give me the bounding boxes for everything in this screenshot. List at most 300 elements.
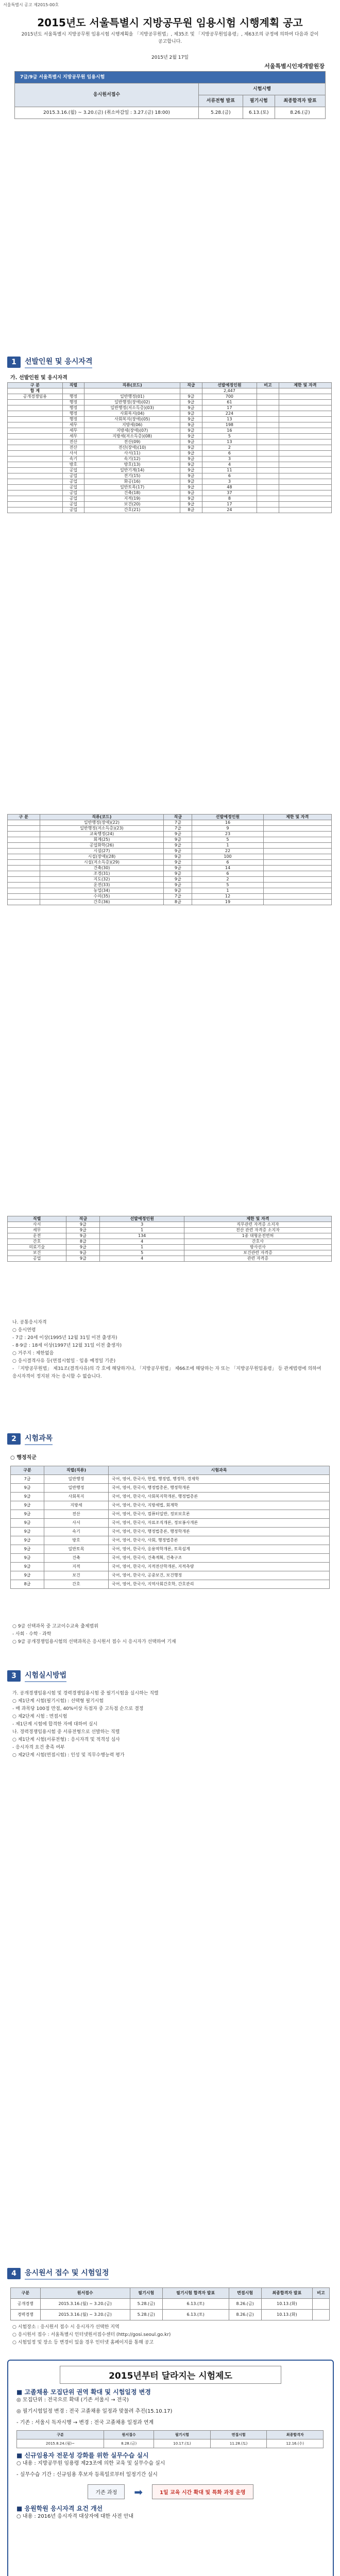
table-cell: 국어, 영어, 한국사, 행정법총론, 행정학개론 bbox=[109, 1528, 330, 1536]
table-cell: 37 bbox=[202, 490, 257, 496]
table-cell bbox=[263, 888, 331, 894]
table-row bbox=[8, 400, 332, 405]
table-cell: 8급 bbox=[66, 1239, 100, 1245]
table-cell: 5.28.(금) bbox=[130, 2299, 162, 2310]
notice-item-text: ◎ 모집단위 : 전국으로 확대 (기존 서울시 → 전국) bbox=[16, 2397, 129, 2403]
section-2-title: 시험과목 bbox=[25, 1433, 53, 1445]
table-cell: 9급 bbox=[164, 871, 192, 877]
table-row bbox=[8, 820, 332, 826]
col-note: 비고 bbox=[257, 383, 279, 388]
table-cell: 2 bbox=[192, 877, 263, 883]
table-cell: 9급 bbox=[180, 451, 202, 456]
table-cell: 일반토목(17) bbox=[84, 485, 180, 490]
notice-item-text: - 실무수습 기간 : 신규임용 후보자 등록일로부터 일정기간 실시 bbox=[16, 2472, 158, 2478]
table-cell: 의료기술 bbox=[8, 1245, 66, 1250]
table-row bbox=[8, 860, 332, 866]
table-cell: 사서 bbox=[8, 1222, 66, 1228]
intro-text: 2015년도 서울특별시 지방공무원 임용시험 시행계획을 「지방공무원법」, 제35조 및 「지방공무원임용령」, 제63조의 규정에 의하여 다음과 같이 공고합니다. bbox=[21, 32, 319, 44]
table-cell: 13 bbox=[202, 439, 257, 445]
notice-items-2 bbox=[8, 2451, 333, 2479]
sched-col-2: 필기시험 bbox=[130, 2288, 162, 2299]
table-cell: 9 bbox=[192, 826, 263, 832]
table-row bbox=[8, 507, 332, 513]
table-cell bbox=[279, 422, 331, 428]
table-cell bbox=[279, 428, 331, 434]
table-cell bbox=[257, 485, 279, 490]
table-row bbox=[11, 1571, 330, 1580]
note-line: - 7급 : 20세 이상(1995년 12월 31일 이전 출생자) bbox=[12, 1335, 117, 1341]
table-cell: 8급 bbox=[164, 900, 192, 905]
notice-item bbox=[16, 2388, 325, 2404]
header-note: 서울특별시 공고 제2015-00호 bbox=[3, 3, 59, 7]
note-line: ○ 제2단계 시험(면접시험) : 인성 및 직무수행능력 평가 bbox=[12, 1753, 125, 1758]
col-grade: 직급 bbox=[66, 1216, 100, 1222]
table-cell: 9급 bbox=[180, 417, 202, 422]
table-cell: 세무 bbox=[62, 428, 84, 434]
table-cell: 61 bbox=[202, 400, 257, 405]
table-cell: 공업 bbox=[62, 479, 84, 485]
table-cell: 9급 bbox=[180, 473, 202, 479]
table-row bbox=[11, 2299, 330, 2310]
table-cell: 9급 bbox=[180, 405, 202, 411]
section-3-title: 시험실시방법 bbox=[25, 1670, 66, 1682]
table-cell: 전산(장애)(10) bbox=[84, 445, 180, 451]
table-cell: 경력경쟁 bbox=[11, 2310, 41, 2320]
table-cell: 3 bbox=[202, 456, 257, 462]
issuing-org: 서울특별시인재개발원장 bbox=[264, 63, 325, 70]
table-cell: 사서(11) bbox=[84, 451, 180, 456]
table-cell: 6 bbox=[192, 871, 263, 877]
schedule-banner: 7급/9급 서울특별시 지방공무원 임용시험 bbox=[15, 72, 326, 83]
table-cell: 행정 bbox=[62, 417, 84, 422]
table-cell bbox=[257, 507, 279, 513]
recruitment-table-2 bbox=[7, 814, 332, 905]
table-cell bbox=[8, 405, 63, 411]
table-cell bbox=[279, 496, 331, 502]
table-row bbox=[8, 439, 332, 445]
table-cell: 9급 bbox=[11, 1510, 44, 1519]
table-cell: 공개경쟁임용 bbox=[8, 394, 63, 400]
col-category: 구 분 bbox=[8, 383, 63, 388]
table-cell bbox=[313, 2310, 330, 2320]
table-cell: 지방세(저소득층)(08) bbox=[84, 434, 180, 439]
table-cell bbox=[257, 439, 279, 445]
table-cell: 5 bbox=[100, 1250, 184, 1256]
notice-arrow-diagram bbox=[8, 2484, 333, 2499]
table-cell bbox=[279, 502, 331, 507]
common-qualification-notes bbox=[12, 1319, 321, 1381]
notice-items-3 bbox=[8, 2504, 333, 2521]
application-schedule-table bbox=[10, 2287, 330, 2320]
table-cell: 17 bbox=[202, 502, 257, 507]
schedule-header-doc: 서류전형 발표 bbox=[198, 95, 243, 107]
table-row bbox=[8, 445, 332, 451]
table-cell bbox=[8, 462, 63, 468]
table-cell: 700 bbox=[202, 394, 257, 400]
recruitment-table-1 bbox=[7, 382, 332, 513]
notice-table-cell: 8.28.(금) bbox=[104, 2439, 154, 2448]
table-cell: 건축(18) bbox=[84, 490, 180, 496]
note-line: ○ 시험일정 및 장소 등 변경이 있을 경우 인터넷 홈페이지를 통해 공고 bbox=[12, 2340, 154, 2345]
table-cell: 운전(33) bbox=[40, 883, 164, 888]
table-cell: 방사선사 bbox=[184, 1245, 331, 1250]
table-row bbox=[8, 849, 332, 854]
section-2-heading bbox=[7, 1432, 53, 1446]
table-cell bbox=[257, 417, 279, 422]
section-1-number: 1 bbox=[7, 357, 21, 368]
table-cell: 9급 bbox=[164, 860, 192, 866]
table-cell: 9급 bbox=[66, 1222, 100, 1228]
notice-table-cell: 11.28.(토) bbox=[210, 2439, 267, 2448]
note-line: - 8·9급 : 18세 이상(1997년 12월 31일 이전 출생자) bbox=[12, 1343, 122, 1348]
table-cell: 간호 bbox=[44, 1580, 109, 1589]
note-line: ○ 제1단계 시험(필기시험) : 선택형 필기시험 bbox=[12, 1699, 104, 1704]
section-4-title: 응시원서 접수 및 시험일정 bbox=[25, 2267, 109, 2280]
table-cell: 9급 bbox=[180, 428, 202, 434]
notice-table-header: 면접시험 bbox=[210, 2431, 267, 2439]
table-cell bbox=[8, 490, 63, 496]
schedule-doc-date: 5.28.(금) bbox=[198, 107, 243, 119]
table-cell bbox=[257, 422, 279, 428]
table-cell: 5 bbox=[192, 837, 263, 843]
table-cell: 4 bbox=[100, 1256, 184, 1262]
notice-item-text: ○ 내용 : 지방공무원 임용령 제23조에 의한 교육 및 실무수습 실시 bbox=[16, 2461, 165, 2466]
table-cell bbox=[257, 394, 279, 400]
table-cell: 2015.3.16.(월) ~ 3.20.(금) bbox=[40, 2310, 130, 2320]
table-row bbox=[8, 462, 332, 468]
table-row bbox=[8, 843, 332, 849]
table-cell bbox=[263, 883, 331, 888]
table-cell: 공업 bbox=[62, 496, 84, 502]
notice-schedule-table bbox=[16, 2430, 324, 2448]
col-count: 선발예정인원 bbox=[100, 1216, 184, 1222]
schedule-notes bbox=[12, 2324, 321, 2347]
schedule-header-exam: 시험시행 bbox=[198, 83, 325, 95]
table-cell: 2015.3.16.(월) ~ 3.20.(금) bbox=[40, 2299, 130, 2310]
table-cell bbox=[8, 400, 63, 405]
table-cell: 6 bbox=[192, 860, 263, 866]
table-row bbox=[8, 411, 332, 417]
table-cell: 간호(36) bbox=[40, 900, 164, 905]
table-cell: 13 bbox=[202, 417, 257, 422]
table-cell: 7급 bbox=[164, 820, 192, 826]
section-1-heading bbox=[7, 355, 92, 369]
table-cell: 지적 bbox=[44, 1563, 109, 1571]
table-row bbox=[8, 871, 332, 877]
table-cell: 1 bbox=[192, 888, 263, 894]
table-cell: 9급 bbox=[180, 456, 202, 462]
note-line: ○ 응시연령 bbox=[12, 1328, 36, 1333]
table-cell bbox=[8, 479, 63, 485]
table-cell: 전산(09) bbox=[84, 439, 180, 445]
table-cell: 세무 bbox=[8, 1228, 66, 1233]
table-cell bbox=[8, 439, 63, 445]
table-cell bbox=[257, 502, 279, 507]
table-cell: 5 bbox=[192, 883, 263, 888]
table-cell: 지방세(06) bbox=[84, 422, 180, 428]
notice-table-cell: 10.17.(토) bbox=[154, 2439, 211, 2448]
table-cell: 공업 bbox=[62, 502, 84, 507]
table-row bbox=[11, 1501, 330, 1510]
arrow-right-icon: ➡ bbox=[134, 2485, 143, 2498]
schedule-header-apply: 응시원서접수 bbox=[15, 83, 199, 107]
table-row bbox=[8, 468, 332, 473]
table-cell: 행정 bbox=[62, 405, 84, 411]
table-cell: 2,447 bbox=[202, 388, 257, 394]
note-line: ○ 9급 공개경쟁임용시험의 선택과목은 응시원서 접수 시 응시자가 선택하여 기재 bbox=[12, 1639, 176, 1645]
table-cell bbox=[279, 451, 331, 456]
table-cell: 9급 bbox=[66, 1228, 100, 1233]
table-row bbox=[8, 837, 332, 843]
table-cell: 5.28.(금) bbox=[130, 2310, 162, 2320]
table-cell: 9급 bbox=[180, 496, 202, 502]
table-row bbox=[8, 434, 332, 439]
table-cell bbox=[279, 434, 331, 439]
table-row bbox=[8, 428, 332, 434]
table-cell bbox=[279, 462, 331, 468]
table-cell bbox=[279, 468, 331, 473]
table-cell: 일반행정(장애)(02) bbox=[84, 400, 180, 405]
table-row bbox=[11, 2310, 330, 2320]
table-cell: 19 bbox=[192, 900, 263, 905]
table-cell bbox=[279, 394, 331, 400]
table-cell: 행정 bbox=[62, 394, 84, 400]
col-series: 직렬 bbox=[8, 1216, 66, 1222]
note-line: ○ 시험장소 : 응시원서 접수 시 응시자가 선택한 지역 bbox=[12, 2325, 120, 2330]
table-cell: 회계(25) bbox=[40, 837, 164, 843]
table-row bbox=[8, 832, 332, 837]
table-cell: 100 bbox=[192, 854, 263, 860]
table-cell: 국어, 영어, 한국사, 행정법총론, 행정학개론 bbox=[109, 1484, 330, 1493]
table-cell: 9급 bbox=[66, 1233, 100, 1239]
section-3-number: 3 bbox=[7, 1670, 21, 1682]
table-cell: 운전 bbox=[8, 1233, 66, 1239]
table-row bbox=[8, 900, 332, 905]
subject-col-series: 직렬(직류) bbox=[44, 1466, 109, 1475]
table-cell: 9급 bbox=[11, 1571, 44, 1580]
table-cell: 9급 bbox=[66, 1250, 100, 1256]
table-cell: 방호 bbox=[62, 462, 84, 468]
table-cell: 48 bbox=[202, 485, 257, 490]
table-cell: 보건 bbox=[8, 1250, 66, 1256]
table-row bbox=[8, 877, 332, 883]
table-cell bbox=[257, 468, 279, 473]
table-cell: 9급 bbox=[11, 1545, 44, 1554]
table-cell: 9급 bbox=[180, 439, 202, 445]
table-cell bbox=[8, 894, 40, 900]
table-row bbox=[11, 1580, 330, 1589]
table-cell bbox=[257, 451, 279, 456]
col-grade: 직급 bbox=[180, 383, 202, 388]
table-row bbox=[11, 1510, 330, 1519]
table-cell: 7급 bbox=[11, 1475, 44, 1484]
note-line: 가. 공개경쟁임용시험 및 경력경쟁임용시험 중 필기시험을 실시하는 직렬 bbox=[12, 1691, 159, 1696]
col-series: 직렬 bbox=[62, 383, 84, 388]
table-cell: 국어, 영어, 한국사, 지방세법, 회계학 bbox=[109, 1501, 330, 1510]
table-cell: 9급 bbox=[180, 394, 202, 400]
table-cell: 1 bbox=[100, 1245, 184, 1250]
table-cell: 국어, 영어, 한국사, 공중보건, 보건행정 bbox=[109, 1571, 330, 1580]
table-cell: 세무 bbox=[62, 422, 84, 428]
notice-item-heading: ■ 고졸채용 모집단위 권역 확대 및 시험일정 변경 bbox=[16, 2388, 151, 2396]
table-cell bbox=[8, 854, 40, 860]
table-row bbox=[8, 883, 332, 888]
table-cell bbox=[279, 456, 331, 462]
table-cell: 9급 bbox=[180, 502, 202, 507]
table-row-total bbox=[8, 388, 332, 394]
table-cell: 전산 관련 자격증 소지자 bbox=[184, 1228, 331, 1233]
table-cell: 간호사 bbox=[184, 1239, 331, 1245]
table-cell bbox=[8, 883, 40, 888]
table-cell bbox=[8, 900, 40, 905]
table-cell: 수의(35) bbox=[40, 894, 164, 900]
table-cell: 9급 bbox=[180, 422, 202, 428]
table-cell bbox=[279, 445, 331, 451]
notice-item-heading: ■ 신규임용자 전문성 강화를 위한 실무수습 실시 bbox=[16, 2452, 149, 2459]
table-row bbox=[8, 473, 332, 479]
table-cell bbox=[8, 468, 63, 473]
table-cell bbox=[8, 456, 63, 462]
table-cell bbox=[263, 877, 331, 883]
subject-notes bbox=[12, 1623, 321, 1646]
table-cell: 공업 bbox=[62, 473, 84, 479]
table-cell: 건축 bbox=[44, 1554, 109, 1563]
table-cell bbox=[257, 400, 279, 405]
table-cell bbox=[279, 400, 331, 405]
table-cell: 22 bbox=[192, 849, 263, 854]
table-cell: 사서 bbox=[44, 1519, 109, 1528]
recruitment-table-3 bbox=[7, 1216, 332, 1262]
table-cell: 9급 bbox=[164, 832, 192, 837]
col-qualification: 제한 및 자격 bbox=[263, 815, 331, 820]
notice-items bbox=[8, 2388, 333, 2427]
col-class: 직류(코드) bbox=[40, 815, 164, 820]
schedule-final-date: 8.26.(금) bbox=[275, 107, 325, 119]
table-cell bbox=[279, 439, 331, 445]
table-cell bbox=[8, 837, 40, 843]
table-row bbox=[11, 1563, 330, 1571]
note-line: - 사회 · 수학 · 과학 bbox=[12, 1632, 52, 1637]
table-cell bbox=[8, 496, 63, 502]
table-cell: 직무관련 자격증 소지자 bbox=[184, 1222, 331, 1228]
table-cell: 간호 bbox=[8, 1239, 66, 1245]
table-cell: 9급 bbox=[164, 888, 192, 894]
table-cell: 1 bbox=[100, 1228, 184, 1233]
table-cell bbox=[279, 507, 331, 513]
notice-item bbox=[16, 2504, 325, 2521]
table-cell: 10.13.(화) bbox=[261, 2299, 312, 2310]
table-row bbox=[11, 1475, 330, 1484]
table-cell: 간호(21) bbox=[84, 507, 180, 513]
table-cell: 1종 대형운전면허 bbox=[184, 1233, 331, 1239]
note-line: ○ 응시결격사유 등(면접시험일 · 임용 예정일 기준) bbox=[12, 1359, 116, 1364]
section-4-number: 4 bbox=[7, 2268, 21, 2279]
table-cell: 공업 bbox=[62, 468, 84, 473]
table-cell bbox=[8, 507, 63, 513]
table-cell: 17 bbox=[202, 405, 257, 411]
table-cell: 국어, 영어, 한국사, 사회복지학개론, 행정법총론 bbox=[109, 1493, 330, 1501]
table-cell: 9급 bbox=[164, 849, 192, 854]
table-row bbox=[8, 496, 332, 502]
table-cell: 전산 bbox=[62, 445, 84, 451]
table-cell bbox=[8, 866, 40, 871]
table-cell bbox=[257, 456, 279, 462]
table-cell: 9급 bbox=[66, 1256, 100, 1262]
table-cell bbox=[257, 411, 279, 417]
table-cell bbox=[62, 388, 84, 394]
note-line: - 제1단계 시험에 합격한 자에 대하여 실시 bbox=[12, 1722, 98, 1727]
table-cell: 224 bbox=[202, 411, 257, 417]
notice-item-text: ◎ 필기시험일정 변경 : 전국 고졸채용 일정과 맞물려 추진(15.10.17) bbox=[16, 2409, 173, 2414]
sched-col-5: 최종합격자 발표 bbox=[261, 2288, 312, 2299]
col-qualification: 제한 및 자격 bbox=[279, 383, 331, 388]
table-cell: 9급 bbox=[180, 445, 202, 451]
table-cell: 국어, 영어, 한국사, 컴퓨터일반, 정보보호론 bbox=[109, 1510, 330, 1519]
table-cell: 8.26.(금) bbox=[229, 2299, 261, 2310]
table-cell: 9급 bbox=[66, 1245, 100, 1250]
table-cell: 보건관련 자격증 bbox=[184, 1250, 331, 1256]
table-cell: 9급 bbox=[11, 1554, 44, 1563]
table-cell bbox=[257, 445, 279, 451]
notice-after-box: 1일 교육 시간 확대 및 특화 과정 운영 bbox=[152, 2484, 253, 2499]
table-cell bbox=[8, 434, 63, 439]
note-line: 나. 경력경쟁임용시험 중 서류전형으로 선발하는 직렬 bbox=[12, 1730, 120, 1735]
table-cell bbox=[279, 417, 331, 422]
table-cell bbox=[263, 820, 331, 826]
table-row bbox=[8, 479, 332, 485]
table-cell: 6.13.(토) bbox=[162, 2299, 229, 2310]
table-cell bbox=[257, 496, 279, 502]
table-cell bbox=[8, 422, 63, 428]
table-cell bbox=[257, 479, 279, 485]
notice-item bbox=[16, 2451, 325, 2468]
note-line: ○ 제1단계 시험(서류전형) : 응시자격 및 적격성 심사 bbox=[12, 1737, 120, 1742]
table-cell: 일반행정(01) bbox=[84, 394, 180, 400]
note-line: ○ 제2단계 시험 : 면접시험 bbox=[12, 1714, 67, 1719]
table-cell: 공업화학(26) bbox=[40, 843, 164, 849]
table-cell: 화공(16) bbox=[84, 479, 180, 485]
notice-table-header: 최종합격자 bbox=[267, 2431, 324, 2439]
schedule-apply-period: 2015.3.16.(월) ~ 3.20.(금) (취소마감일 : 3.27.(금) 18:00) bbox=[15, 107, 199, 119]
table-cell bbox=[8, 832, 40, 837]
table-cell: 24 bbox=[202, 507, 257, 513]
table-cell bbox=[8, 428, 63, 434]
note-line: - 「지방공무원법」 제31조(결격사유)의 각 호에 해당하거나, 「지방공무원법」 제66조에 해당하는 자 또는 「지방공무원임용령」 등 관계법령에 의하여 응시자격이 정지된 자는 응시할 수 없습니다. bbox=[12, 1366, 321, 1379]
table-cell: 시설(장애)(28) bbox=[40, 854, 164, 860]
table-row bbox=[11, 1528, 330, 1536]
table-cell: 건축(30) bbox=[40, 866, 164, 871]
table-cell: 10.13.(화) bbox=[261, 2310, 312, 2320]
table-cell bbox=[8, 473, 63, 479]
table-cell: 국어, 영어, 한국사, 헌법, 행정법, 행정학, 경제학 bbox=[109, 1475, 330, 1484]
schedule-written-date: 6.13.(토) bbox=[243, 107, 275, 119]
table-cell: 9급 bbox=[11, 1493, 44, 1501]
table-cell: 9급 bbox=[11, 1528, 44, 1536]
note-line: - 응시자격 요건 충족 여부 bbox=[12, 1745, 65, 1750]
table-cell: 속기 bbox=[62, 456, 84, 462]
table-cell: 전산 bbox=[44, 1510, 109, 1519]
table-cell: 행정 bbox=[62, 400, 84, 405]
table-cell: 전산 bbox=[62, 439, 84, 445]
table-cell bbox=[279, 411, 331, 417]
table-cell bbox=[263, 854, 331, 860]
table-cell: 보건 bbox=[44, 1571, 109, 1580]
table-cell: 16 bbox=[192, 820, 263, 826]
table-cell: 9급 bbox=[180, 490, 202, 496]
table-cell: 조경(31) bbox=[40, 871, 164, 877]
table-cell: 공업 bbox=[8, 1256, 66, 1262]
note-line: 나. 공통응시자격 bbox=[12, 1320, 47, 1325]
